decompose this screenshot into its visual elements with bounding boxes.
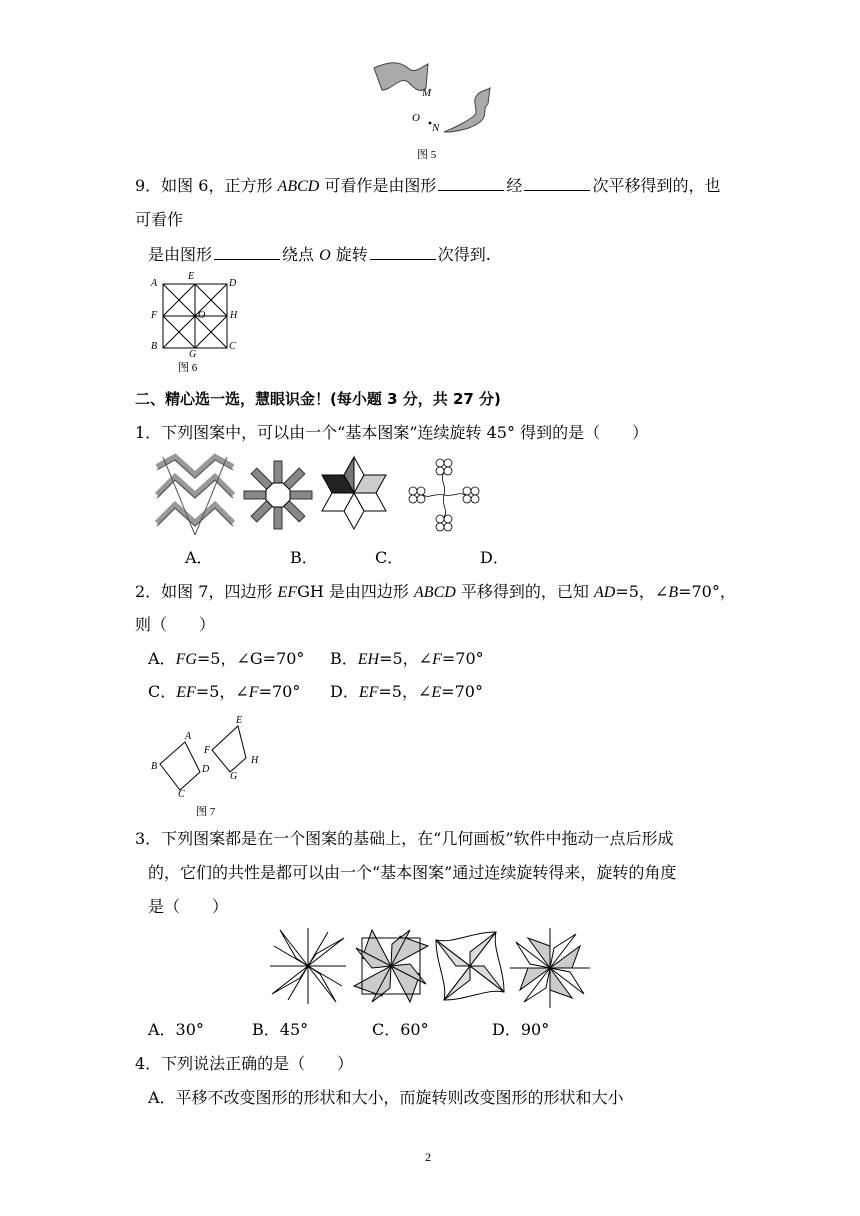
q2-option-a-var: FG <box>175 651 197 668</box>
q3-option-d[interactable]: D．90° <box>492 1020 550 1039</box>
q2-gh: GH <box>297 582 324 601</box>
q2-line-2: 则（ ） <box>135 615 216 634</box>
q2-option-c-text2: =70° <box>258 682 301 701</box>
fig6-label-a: A <box>151 278 158 289</box>
q3-option-a[interactable]: A．30° <box>148 1020 204 1039</box>
q2-ef: EF <box>277 584 298 601</box>
q2-option-b-text: =5，∠ <box>379 649 433 668</box>
q3-line-3: 是（ ） <box>148 897 229 916</box>
q9-text-a: 9．如图 6，正方形 <box>135 176 278 195</box>
figure-7 <box>150 712 260 802</box>
q9-line3-c: 旋转 <box>330 245 368 264</box>
q2-option-a-prefix: A． <box>148 649 176 668</box>
figure-6 <box>163 284 227 348</box>
q2-option-d-text: =5，∠ <box>378 682 432 701</box>
q2-option-b-var: EH <box>357 651 380 668</box>
q9-line3-d: 次得到. <box>437 245 491 264</box>
q3-option-c[interactable]: C．60° <box>372 1020 429 1039</box>
q2-ad: AD <box>593 584 616 601</box>
fig7-label-f: F <box>204 745 211 756</box>
q9-line3-a: 是由图形 <box>148 245 213 264</box>
q2-text-c: 平移得到的，已知 <box>455 582 594 601</box>
q2-option-c-text: =5，∠ <box>195 682 249 701</box>
page-number: 2 <box>425 1150 431 1164</box>
fig6-label-e: E <box>188 271 195 282</box>
q4-line-1: 4．下列说法正确的是（ ） <box>135 1054 354 1073</box>
point-o <box>429 122 432 125</box>
fig6-label-d: D <box>229 278 237 289</box>
fig5-left-shape <box>374 63 428 91</box>
q9-text-c: 经 <box>506 176 523 195</box>
q2-option-d-prefix: D． <box>330 682 359 701</box>
q2-line-1 <box>135 581 736 604</box>
q2-option-c-angle: F <box>248 684 259 701</box>
q1-option-b-figure <box>238 455 318 535</box>
q2-abcd: ABCD <box>414 584 456 601</box>
q2-option-b[interactable] <box>330 648 484 671</box>
label-n: N <box>432 122 440 134</box>
fig6-label-o: O <box>198 310 206 321</box>
q3-figure-4 <box>510 928 590 1008</box>
q1-option-a-figure <box>155 455 235 535</box>
section-2-heading: 二、精心选一选，慧眼识金！(每小题 3 分，共 27 分) <box>135 390 501 408</box>
q3-line-2: 的，它们的共性是都可以由一个“基本图案”通过连续旋转得来，旋转的角度 <box>148 863 677 882</box>
q9-line3-b: 绕点 <box>282 245 320 264</box>
fig7-label-e: E <box>236 715 243 726</box>
q9-blank-2[interactable] <box>524 176 590 191</box>
fig7-label-g: G <box>230 771 238 782</box>
q1-option-a[interactable]: A． <box>185 548 213 567</box>
label-m: M <box>422 87 432 99</box>
q9-blank-1[interactable] <box>438 176 504 191</box>
q3-figure-3 <box>432 928 508 1004</box>
q2-text-b: 是由四边形 <box>323 582 415 601</box>
q2-option-a[interactable] <box>148 648 304 671</box>
q3-option-b[interactable]: B．45° <box>252 1020 309 1039</box>
fig6-label-f: F <box>151 310 158 321</box>
q3-figure-2 <box>352 928 430 1004</box>
q9-blank-3[interactable] <box>214 245 280 260</box>
q9-abcd: ABCD <box>277 178 320 195</box>
q9-blank-4[interactable] <box>370 245 436 260</box>
q2-option-d-angle: E <box>431 684 442 701</box>
q2-option-d-var: EF <box>358 684 379 701</box>
label-o: O <box>412 112 420 124</box>
q9-line-1 <box>135 175 720 198</box>
fig6-label-g: G <box>189 349 197 360</box>
q4-option-a[interactable]: A．平移不改变图形的形状和大小，而旋转则改变图形的形状和大小 <box>148 1088 624 1107</box>
figure-6-caption: 图 6 <box>178 362 198 374</box>
q2-option-c-var: EF <box>176 684 196 701</box>
q1-option-d[interactable]: D． <box>480 548 509 567</box>
q2-b-val: =70°， <box>678 582 736 601</box>
figure-7-caption: 图 7 <box>196 806 216 818</box>
fig6-label-c: C <box>229 341 236 352</box>
q9-text-b: 可看作是由图形 <box>319 176 437 195</box>
q9-line-3 <box>148 244 491 267</box>
q2-b: B <box>668 584 679 601</box>
q2-option-b-prefix: B． <box>330 649 358 668</box>
q9-o: O <box>319 247 331 264</box>
q2-text-a: 2．如图 7，四边形 <box>135 582 278 601</box>
q1-option-c[interactable]: C． <box>375 548 404 567</box>
fig6-label-b: B <box>151 341 158 352</box>
fig6-label-h: H <box>230 310 238 321</box>
fig7-label-d: D <box>202 764 210 775</box>
q2-option-c-prefix: C． <box>148 682 177 701</box>
fig7-label-h: H <box>251 755 259 766</box>
q2-option-d-text2: =70° <box>441 682 483 701</box>
fig7-label-a: A <box>185 731 192 742</box>
q1-option-b[interactable]: B． <box>290 548 318 567</box>
q2-option-d[interactable] <box>330 681 483 704</box>
q2-ad-val: =5，∠ <box>615 582 669 601</box>
fig5-right-shape <box>444 88 490 132</box>
q1-option-c-figure <box>320 455 388 535</box>
q2-option-b-angle: F <box>432 651 442 668</box>
q2-option-c[interactable] <box>148 681 300 704</box>
q1-option-d-figure <box>403 455 485 535</box>
q9-text-d: 次平移得到的，也 <box>592 176 721 195</box>
q1-text: 1．下列图案中，可以由一个“基本图案”连续旋转 45° 得到的是（ ） <box>135 423 649 442</box>
fig7-label-c: C <box>178 789 185 800</box>
figure-5-caption: 图 5 <box>417 149 437 161</box>
q9-line-2: 可看作 <box>135 210 184 229</box>
q2-option-a-text: =5，∠G=70° <box>196 649 305 668</box>
q3-line-1: 3．下列图案都是在一个图案的基础上，在“几何画板”软件中拖动一点后形成 <box>135 829 674 848</box>
fig7-label-b: B <box>151 761 158 772</box>
q2-option-b-text2: =70° <box>441 649 484 668</box>
q3-figure-1 <box>270 928 346 1004</box>
